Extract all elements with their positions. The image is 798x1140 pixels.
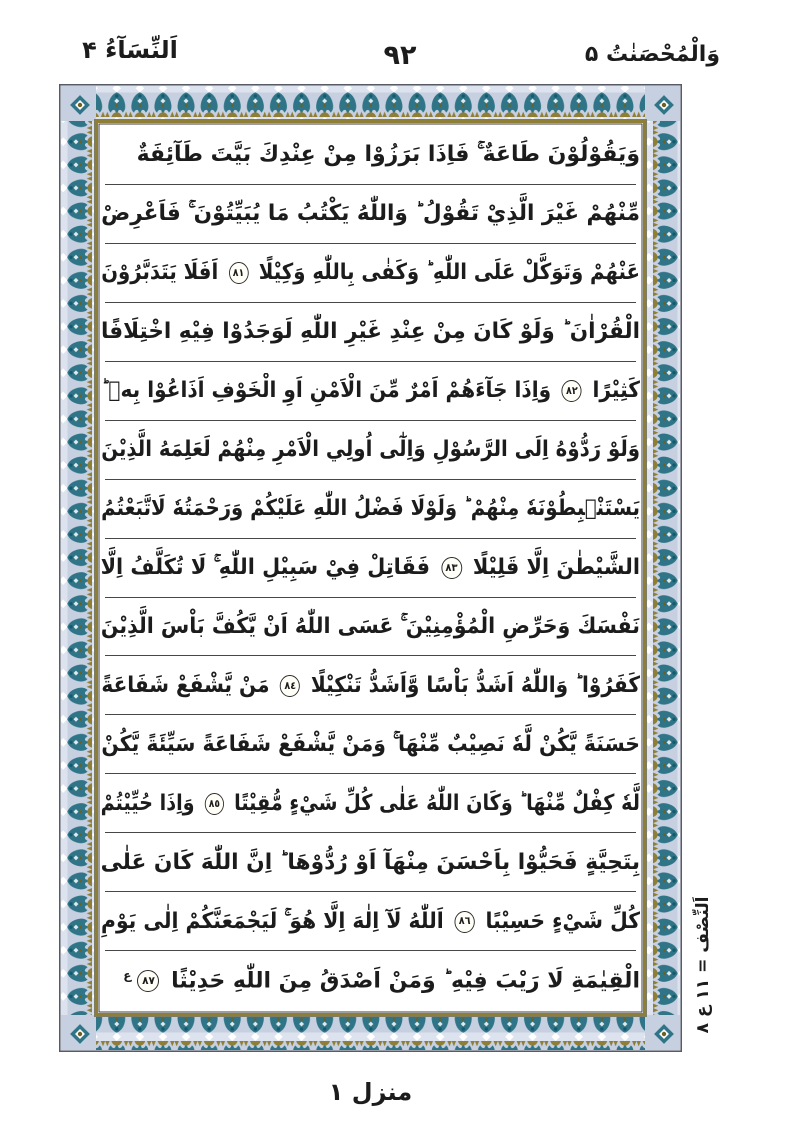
quran-line: نَفْسَكَ وَحَرِّضِ الْمُؤْمِنِيْنَ ۚ عَسَى اللّٰهُ اَنْ يَّكُفَّ بَاْسَ الَّذِيْنَ	[101, 598, 640, 657]
quran-line: لَّهٗ كِفْلٌ مِّنْهَا ؕ وَكَانَ اللّٰهُ عَلٰى كُلِّ شَيْءٍ مُّقِيْتًا ٨٥ وَاِذَا حُيِّيْتُمْ	[101, 774, 640, 833]
page-header	[0, 0, 798, 84]
quran-text-area	[101, 126, 640, 1010]
quran-line: الشَّيْطٰنَ اِلَّا قَلِيْلًا ٨٣ فَقَاتِلْ فِيْ سَبِيْلِ اللّٰهِ ۚ لَا تُكَلَّفُ اِلَّا	[101, 539, 640, 598]
quran-line: مِّنْهُمْ غَيْرَ الَّذِيْ تَقُوْلُ ؕ وَاللّٰهُ يَكْتُبُ مَا يُبَيِّتُوْنَ ۚ فَاَعْرِضْ	[101, 185, 640, 244]
quran-line: بِتَحِيَّةٍ فَحَيُّوْا بِاَحْسَنَ مِنْهَآ اَوْ رُدُّوْهَا ؕ اِنَّ اللّٰهَ كَانَ عَلٰى	[101, 833, 640, 892]
quran-line: الْقِيٰمَةِ لَا رَيْبَ فِيْهِ ؕ وَمَنْ اَصْدَقُ مِنَ اللّٰهِ حَدِيْثًا $٨٧^ع$	[123, 967, 640, 994]
nisf-ruku-margin-note: اَلنِّصْف = ١١ ع ٨	[693, 896, 713, 1034]
decorative-border-frame	[59, 84, 682, 1052]
ayah-end-marker: ٨٣	[441, 557, 462, 579]
quran-line: وَلَوْ رَدُّوْهُ اِلَى الرَّسُوْلِ وَاِلٰٓى اُولِي الْاَمْرِ مِنْهُمْ لَعَلِمَهُ الَّذِيْنَ	[101, 421, 640, 480]
quran-line: الْقُرْاٰنَ ؕ وَلَوْ كَانَ مِنْ عِنْدِ غَيْرِ اللّٰهِ لَوَجَدُوْا فِيْهِ اخْتِلَافًا	[101, 303, 640, 362]
page-number: ۹۲	[383, 40, 417, 71]
juz-name-label: وَالْمُحْصَنٰتُ ۵	[584, 42, 720, 67]
quran-line: وَيَقُوْلُوْنَ طَاعَةٌ ۚ فَاِذَا بَرَزُوْا مِنْ عِنْدِكَ بَيَّتَ طَآئِفَةٌ	[101, 126, 640, 185]
quran-line: يَسْتَنْۢبِطُوْنَهٗ مِنْهُمْ ؕ وَلَوْلَا فَضْلُ اللّٰهِ عَلَيْكُمْ وَرَحْمَتُهٗ لَاتَّبَعْتُمُ	[101, 480, 640, 539]
manzil-label: منزل ۱	[328, 1078, 413, 1106]
surah-name-label: اَلنِّسَآءُ ۴	[82, 36, 178, 64]
quran-line: كُلِّ شَيْءٍ حَسِيْبًا ٨٦ اَللّٰهُ لَآ اِلٰهَ اِلَّا هُوَ ۚ لَيَجْمَعَنَّكُمْ اِلٰى يَوْمِ	[101, 892, 640, 951]
quran-line: كَفَرُوْا ؕ وَاللّٰهُ اَشَدُّ بَاْسًا وَّاَشَدُّ تَنْكِيْلًا ٨٤ مَنْ يَّشْفَعْ شَفَاعَةً	[101, 656, 640, 715]
ayah-end-marker: ٨٦	[454, 911, 474, 933]
ayah-end-marker: ٨٧	[137, 970, 159, 992]
quran-line: كَثِيْرًا ٨٢ وَاِذَا جَآءَهُمْ اَمْرٌ مِّنَ الْاَمْنِ اَوِ الْخَوْفِ اَذَاعُوْا بِهٖ ؕ	[101, 362, 640, 421]
ayah-end-marker: ٨٥	[205, 793, 224, 815]
ayah-end-marker: ٨١	[229, 262, 249, 284]
quran-line: عَنْهُمْ وَتَوَكَّلْ عَلَى اللّٰهِ ؕ وَكَفٰى بِاللّٰهِ وَكِيْلًا ٨١ اَفَلَا يَتَدَبَّرُوْنَ	[101, 244, 640, 303]
ayah-end-marker: ٨٢	[562, 380, 582, 402]
ayah-end-marker: ٨٤	[280, 675, 300, 697]
quran-line: حَسَنَةً يَّكُنْ لَّهٗ نَصِيْبٌ مِّنْهَا ۚ وَمَنْ يَّشْفَعْ شَفَاعَةً سَيِّئَةً يَّكُنْ	[101, 715, 640, 774]
ruku-marker: ع	[123, 967, 132, 982]
